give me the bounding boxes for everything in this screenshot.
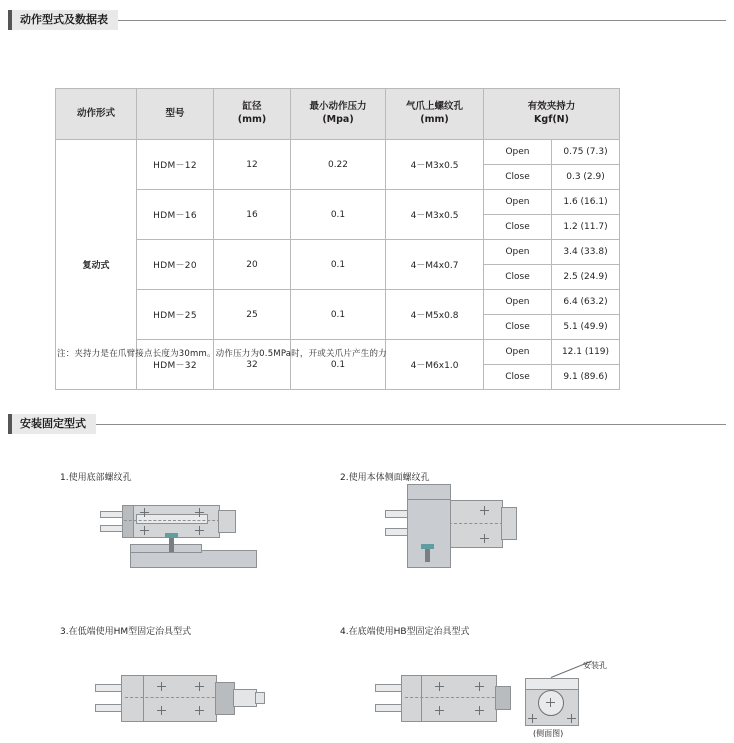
bolt-head (165, 533, 178, 538)
table-row (56, 140, 620, 165)
cell-open-force: 12.1 (119) (552, 340, 620, 365)
mounting-caption-1: 1.使用底部螺纹孔 (60, 473, 132, 483)
cell-open-label: Open (484, 190, 552, 215)
cell-close-force: 5.1 (49.9) (552, 315, 620, 340)
mounting-plate-step (130, 544, 202, 553)
hole-mark (140, 526, 149, 535)
center-axis-dash (124, 520, 220, 521)
cell-open-label: Open (484, 240, 552, 265)
cell-thread: 4－M3x0.5 (386, 190, 484, 240)
cell-close-force: 0.3 (2.9) (552, 165, 620, 190)
hole-mark (480, 534, 489, 543)
cell-action-type: 复动式 (56, 140, 137, 390)
figure-side-mounting (385, 484, 585, 574)
hole-mark (567, 714, 576, 723)
cell-model: HDM－12 (137, 140, 214, 190)
cell-model: HDM－32 (137, 340, 214, 390)
cell-close-label: Close (484, 315, 552, 340)
table-note: 注：夹持力是在爪臂接点长度为30mm。动作压力为0.5MPa时，开或关爪片产生的力 (57, 349, 387, 359)
cell-thread: 4－M5x0.8 (386, 290, 484, 340)
annotation-side-view: (侧面图) (533, 729, 564, 738)
figure-hb-fixture (375, 661, 615, 743)
cell-pressure: 0.22 (291, 140, 386, 190)
section-rule (96, 424, 726, 425)
section-header-mounting (8, 414, 726, 434)
cell-bore: 32 (214, 340, 291, 390)
cell-pressure: 0.1 (291, 190, 386, 240)
cell-open-label: Open (484, 340, 552, 365)
section-header-spec (8, 10, 726, 30)
rear-cap (218, 510, 236, 533)
finger-lower (100, 525, 124, 532)
finger-upper (95, 684, 123, 692)
hole-mark (157, 682, 166, 691)
hole-mark (475, 706, 484, 715)
cell-model: HDM－25 (137, 290, 214, 340)
hole-mark (480, 506, 489, 515)
hole-mark (475, 682, 484, 691)
spec-table-wrap (55, 88, 620, 390)
hole-mark (195, 682, 204, 691)
cell-open-force: 6.4 (63.2) (552, 290, 620, 315)
annotation-mount-hole: 安装孔 (583, 661, 607, 670)
cell-close-label: Close (484, 365, 552, 390)
mounting-caption-3: 3.在低端使用HM型固定治具型式 (60, 627, 192, 637)
finger-upper (375, 684, 403, 692)
hole-mark (435, 682, 444, 691)
hm-fixture-tip (255, 692, 265, 704)
finger-upper (100, 511, 124, 518)
mounting-caption-4: 4.在底端使用HB型固定治具型式 (340, 627, 470, 637)
section-rule (118, 20, 726, 21)
section-title-spec: 动作型式及数据表 (8, 10, 118, 30)
cell-thread: 4－M3x0.5 (386, 140, 484, 190)
cell-open-label: Open (484, 140, 552, 165)
cell-close-force: 1.2 (11.7) (552, 215, 620, 240)
gripper-front-plate (401, 675, 423, 722)
cell-close-force: 9.1 (89.6) (552, 365, 620, 390)
cell-pressure: 0.1 (291, 340, 386, 390)
hole-mark (195, 706, 204, 715)
cell-model: HDM－20 (137, 240, 214, 290)
cell-open-force: 0.75 (7.3) (552, 140, 620, 165)
cell-thread: 4－M4x0.7 (386, 240, 484, 290)
cell-close-label: Close (484, 165, 552, 190)
bolt-shaft (169, 536, 174, 552)
col-bore: 缸径 (mm) (214, 89, 291, 140)
hole-mark (435, 706, 444, 715)
bore-center-mark (546, 698, 555, 707)
mounting-bracket-top (407, 484, 451, 500)
hm-fixture-block (215, 682, 235, 715)
center-axis-dash (125, 697, 225, 698)
cell-pressure: 0.1 (291, 240, 386, 290)
cell-close-label: Close (484, 215, 552, 240)
gripper-front-plate (121, 675, 145, 722)
cell-bore: 20 (214, 240, 291, 290)
figure-bottom-mounting (100, 500, 300, 570)
cell-thread: 4－M6x1.0 (386, 340, 484, 390)
col-thread-hole: 气爪上螺纹孔 (mm) (386, 89, 484, 140)
col-action-type: 动作形式 (56, 89, 137, 140)
figure-hm-fixture (95, 670, 315, 740)
cell-close-force: 2.5 (24.9) (552, 265, 620, 290)
table-row (56, 290, 620, 315)
table-header-row (56, 89, 620, 140)
hm-fixture-rod (233, 689, 257, 707)
spec-table (55, 88, 620, 390)
gripper-body (421, 675, 497, 722)
col-min-pressure: 最小动作压力 (Mpa) (291, 89, 386, 140)
finger-lower (375, 704, 403, 712)
cell-close-label: Close (484, 265, 552, 290)
side-view-top (525, 678, 579, 690)
section-title-mounting: 安装固定型式 (8, 414, 96, 434)
rear-cap (501, 507, 517, 540)
cell-bore: 12 (214, 140, 291, 190)
cell-open-force: 1.6 (16.1) (552, 190, 620, 215)
hole-mark (140, 508, 149, 517)
hole-mark (195, 508, 204, 517)
cell-model: HDM－16 (137, 190, 214, 240)
gripper-body (143, 675, 217, 722)
cell-bore: 16 (214, 190, 291, 240)
table-row (56, 190, 620, 215)
cell-pressure: 0.1 (291, 290, 386, 340)
cell-bore: 25 (214, 290, 291, 340)
cell-open-force: 3.4 (33.8) (552, 240, 620, 265)
hole-mark (157, 706, 166, 715)
col-model: 型号 (137, 89, 214, 140)
table-row (56, 240, 620, 265)
hole-mark (528, 714, 537, 723)
hb-fixture-block (495, 686, 511, 710)
cell-open-label: Open (484, 290, 552, 315)
finger-lower (95, 704, 123, 712)
bolt-head (421, 544, 434, 549)
gripper-front-plate (122, 505, 134, 538)
center-axis-dash (405, 697, 505, 698)
hole-mark (195, 526, 204, 535)
mounting-caption-2: 2.使用本体侧面螺纹孔 (340, 473, 430, 483)
col-holding-force: 有效夹持力 Kgf(N) (484, 89, 620, 140)
